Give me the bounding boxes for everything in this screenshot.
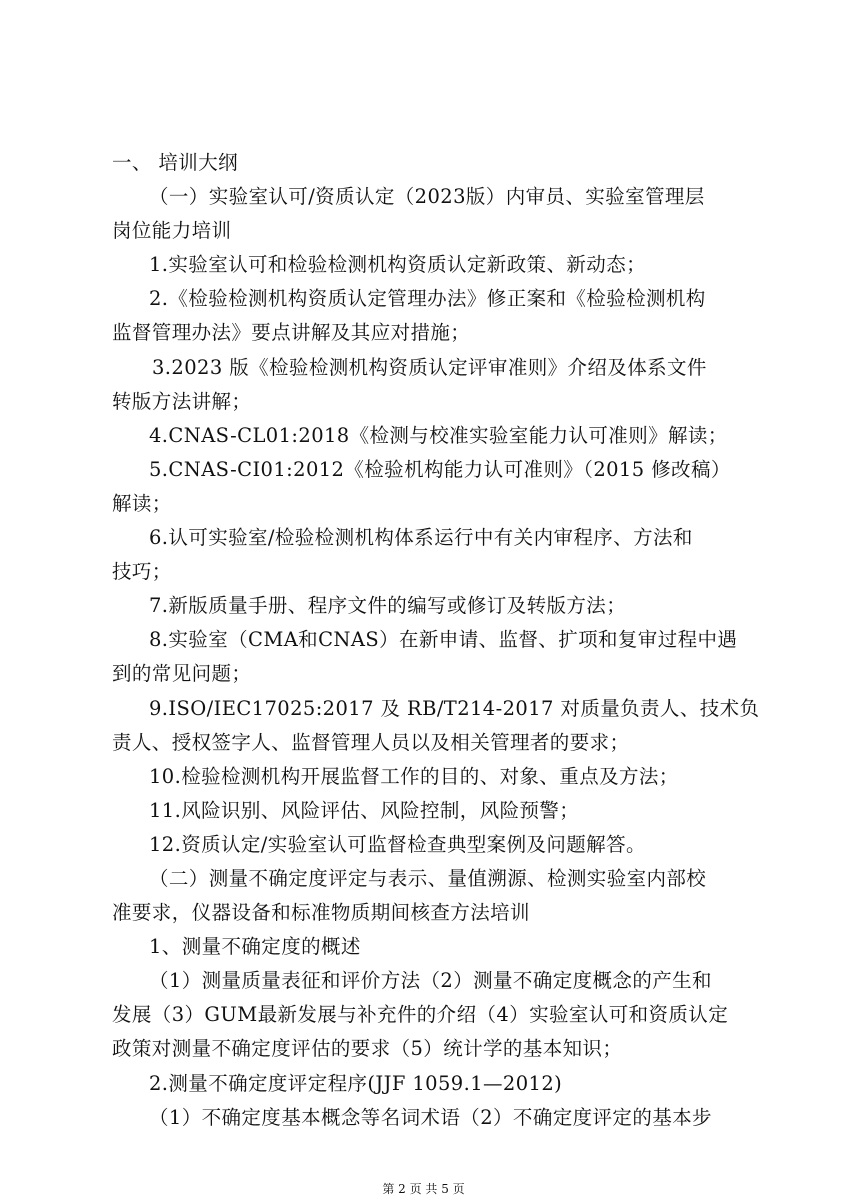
text-line: （1）不确定度基本概念等名词术语（2）不确定度评定的基本步: [149, 1105, 712, 1129]
document-body: [112, 146, 760, 1135]
text-line: 3.2023 版《检验检测机构资质认定评审准则》介绍及体系文件: [152, 355, 707, 379]
text-line: 技巧；: [112, 560, 172, 584]
text-line: 发展（3）GUM最新发展与补充件的介绍（4）实验室认可和资质认定: [112, 1003, 729, 1027]
text-line: 5.CNAS-CI01:2012《检验机构能力认可准则》（2015 修改稿）: [149, 457, 731, 481]
text-line: 准要求，仪器设备和标准物质期间核查方法培训: [112, 901, 530, 925]
text-line: 11.风险识别、风险评估、风险控制，风险预警；: [149, 798, 580, 822]
text-line: 9.ISO/IEC17025:2017 及 RB/T214-2017 对质量负责人、技术负: [149, 696, 760, 720]
text-line: （一）实验室认可/资质认定（2023版）内审员、实验室管理层: [149, 185, 705, 209]
text-line: （二）测量不确定度评定与表示、量值溯源、检测实验室内部校: [149, 866, 707, 890]
page-footer: 第 2 页 共 5 页: [382, 1182, 465, 1196]
text-line: 4.CNAS-CL01:2018《检测与校准实验室能力认可准则》解读；: [149, 423, 728, 447]
text-line: 责人、授权签字人、监督管理人员以及相关管理者的要求；: [112, 730, 630, 754]
text-line: 岗位能力培训: [112, 219, 232, 243]
text-line: 到的常见问题；: [112, 662, 252, 686]
text-line: 12.资质认定/实验室认可监督检查典型案例及问题解答。: [149, 832, 646, 856]
text-line: 1.实验室认可和检验检测机构资质认定新政策、新动态；: [149, 253, 647, 277]
text-line: 10.检验检测机构开展监督工作的目的、对象、重点及方法；: [149, 764, 679, 788]
text-line: 1、测量不确定度的概述: [149, 935, 361, 959]
text-line: 解读；: [112, 491, 172, 515]
text-line: （1）测量质量表征和评价方法（2）测量不确定度概念的产生和: [149, 969, 712, 993]
text-line: 2.《检验检测机构资质认定管理办法》修正案和《检验检测机构: [149, 287, 706, 311]
text-line: 一、 培训大纲: [112, 151, 238, 174]
text-line: 6.认可实验室/检验检测机构体系运行中有关内审程序、方法和: [149, 526, 693, 550]
text-line: 监督管理办法》要点讲解及其应对措施；: [112, 321, 471, 345]
text-line: 转版方法讲解；: [112, 389, 252, 413]
text-line: 政策对测量不确定度评估的要求（5）统计学的基本知识；: [112, 1037, 623, 1061]
text-line: 8.实验室（CMA和CNAS）在新申请、监督、扩项和复审过程中遇: [149, 628, 738, 652]
text-line: 2.测量不确定度评定程序(JJF 1059.1—2012): [149, 1071, 563, 1095]
text-line: 7.新版质量手册、程序文件的编写或修订及转版方法；: [149, 594, 627, 618]
